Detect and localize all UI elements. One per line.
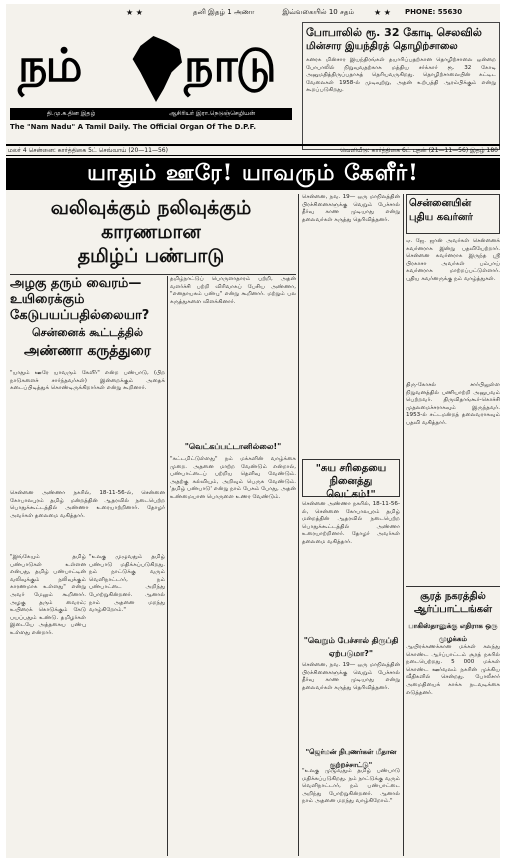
speech-heading: "வெறும் பேச்சால் திருப்தி ஏற்படுமா?" [303,636,399,658]
governor-box [406,194,500,234]
annu-heading-line2: அண்ணா கருத்துரை [23,343,152,359]
logo-left-text: நம் [18,38,81,92]
logo-right-text: நாடு [184,38,275,92]
annu-heading-line1: சென்னைக் கூட்டத்தில் [31,326,144,339]
german-body: "உலகு முழுவதும் தமிழ் பண்பாடு மதிக்கப்படுகிறது. நம் நாட்டுக்கு வரும் வெளிநாட்டார், நம் பண்பாட்டை அறிந்து போற்றுகின்றனர். ஆனால் நாம் அதனை மறந்து வாழ்கிறோம்." [302,768,400,805]
stars-left: ★ ★ [126,7,143,17]
col3-body-2: சென்னை அண்ணா நகரில், 18-11-56-ல், சென்னை கோபாலபுரம் தமிழ் மன்றத்தின் ஆதரவில் நடைபெற்ற பொதுக்கூட்டத்தில் அண்ணா உரையாற்றினார். தோழர் அவர்கள் தலைமை வகித்தார். [302,501,400,545]
mid-section [170,440,296,453]
german-heading: "ஜெர்மன் நிபுணர்கள் மீதான குற்றச்சாட்டு" [305,748,397,769]
news-box-title-2: மின்சார இயந்திரத் தொழிற்சாலை [306,41,458,52]
speech-heading-box [302,634,400,660]
governor-body-2: திரு-கோசல் சார்பிலுள்ள நிறுவனத்தில் பணியாற்றி அனுபவம் பெற்றவர். திருவிதாங்கூர்-கொச்சி முதலமைச்சராகவும் இருந்தவர். 1953-ல் சட்டமன்றத் தலைவராகவும் பதவி வகித்தார். [406,382,500,426]
speech-body: சென்னை, நவ. 19— ஒரு மாநிலத்தின் பிரச்சினைகளுக்கு வெறும் பேச்சால் தீர்வு காண முடியாது என்று தலைவர்கள் கருத்து தெரிவித்தனர். [302,662,400,691]
tagline-editor: ஆசிரியர் இரா.நெடுஞ்செழியன் [169,110,256,117]
mid-col-top: தமிழ்நாட்டுப் பொருளாதாரம் பற்றி, அதன் வளர்ச்சி பற்றி விரிவாகப் பேசிய அண்ணா, "எனதாயகம் பண்பு" என்று கூறினார். மற்றும் பல கருத்துகளை விளக்கினார். [170,276,296,305]
newspaper-page [6,4,500,858]
lead-body-1: "இங்கேயும் தமிழ் பண்பாடுகள் உள்ளன என்பது, தமிழ் பண்பாட்டின் வலிவுக்கும் நலிவுக்கும் காரணமாக உள்ளது" என்று அவர் மேலும் கூறினார். அழகு தரும் வைரம்; உயிரைக் கொடுக்கும் கேடு பயப்பதும் உண்டு. தமிழர்கள் இடையே அத்தகைய பண்பு உள்ளது என்றார். [10,554,86,636]
self-history-box [302,459,400,500]
logo [18,32,286,102]
dateline [6,144,500,156]
column-divider-3 [403,194,404,856]
annu-heading [10,326,165,368]
india-map-icon [130,36,182,102]
lead-body-2: சென்னை அண்ணா நகரில், 18-11-56-ல், சென்னை கோபாலபுரம் தமிழ் மன்றத்தின் ஆதரவில் நடைபெற்ற பொதுக்கூட்டத்தில் அண்ணா உரையாற்றினார். தோழர் அவர்கள் தலைமை வகித்தார். [10,490,165,519]
tagline: தி.மு.க.தின இதழ் [46,110,96,117]
lead-quote: "யாதும் ஊரே யாவரும் கேளீர்" என்ற பண்பாடு, (பிற நாடுகளைச் சார்ந்தவர்கள்) இன்றைக்கும் அதைக் கடைப்பிடித்துக் கொண்டிருக்கிறார்கள் என்று கூறினார். [10,370,165,392]
dateline-left: மலர் 4 சென்னை: கார்த்திகை 5ட் செவ்வாய் (20—11—56) [8,146,168,154]
top-bar [6,4,500,20]
lead-headline-line2: தமிழ்ப் பண்பாடு [77,245,225,267]
news-box-title: போபாலில் ரூ. 32 கோடி செலவில் [306,26,482,39]
surat-heading: சூரத் நகரத்தில் ஆர்ப்பாட்டங்கள் [413,591,493,615]
lead-subheadline: அழகு தரும் வைரம்—உயிரைக்கும் கேடுபயப்பதில்லையா? [10,276,150,323]
lead-headline-line1: வலிவுக்கும் நலிவுக்கும் காரணமான [50,197,252,243]
phone-text: PHONE: 55630 [404,8,463,16]
column-divider-2 [298,194,299,856]
edition-text: இவ்வகையில் 10 சதம் [282,7,355,16]
mid-section-heading: "வெட்கப்பட்டானில்லை!" [184,442,282,451]
dateline-right: வெளியீடு: கார்த்திகை 6ட் புதன் (21—11—56) இதழ் 180 [340,146,498,154]
tagline-bar [10,108,292,120]
banner-headline: யாதும் ஊரே! யாவரும் கேளீர்! [6,158,500,190]
surat-heading-box [406,590,500,646]
mid-col-body: "கட்டமிட்டுள்ளது" நம் மக்களின் வாழ்க்கை முறை. அதனை மாற்ற வேண்டும் என்றால், பண்பாட்டைப் பற்றிய தெளிவு வேண்டும். அதற்கு கல்வியும், அறிவும் பெருக வேண்டும். 'தமிழ் பண்பாடு' என்று நாம் பேசும் போது, அதன் உண்மையான பொருளை உணர வேண்டும். [170,456,296,500]
lead-body-3: "உலகு முழுவதும் தமிழ் பண்பாடு மதிக்கப்படுகிறது. நம் நாட்டுக்கு வரும் வெளிநாட்டார், நம் பண்பாட்டை அறிந்து போற்றுகின்றனர். ஆனால் நாம் அதனை மறந்து வாழ்கிறோம்." [89,554,165,614]
news-box-body: கனரக மின்சார இயந்திரங்கள் தயாரிப்பதற்கான தொழிற்சாலை ஒன்றை போபாலில் நிறுவுவதற்காக மத்திய சர்க்கார் ரூ. 32 கோடி அனுமதித்திருப்பதாகத் தெரியவருகிறது. தொழிற்சாலையின் கட்டிட வேலைகள் 1958-ல் முடிவுற்று, அதன் உற்பத்தி ஆரம்பிக்கும் என்று கூறப்படுகிறது. [306,57,496,94]
governor-heading: சென்னையின் புதிய கவர்னர் [409,198,473,223]
divider [10,274,296,275]
divider-right [406,586,500,587]
column-divider [167,276,168,856]
self-history-heading: "சுய சரிதையை நினைத்து வெட்கம்!" [315,463,387,500]
lead-headline [6,196,296,274]
price-text: தனி இதழ் 1 அணா [192,7,255,16]
news-box-bhopal [302,22,500,150]
governor-body: ஏ. ஜே. ஜான் அவர்கள் சென்னைக் கவர்னராக இன்று பதவியேற்றார். சென்னை கவர்னராக இருந்த ஸ்ரீ பிரகாசா அவர்கள் பம்பாய் கவர்னராக மாற்றப்பட்டுள்ளார். புதிய கவர்னருக்கு நம் வாழ்த்துகள். [406,238,500,282]
surat-body: ஆயிரக்கணக்கான மக்கள் கலந்து கொண்ட ஆர்ப்பாட்டம் சூரத் நகரில் நடைபெற்றது. 5 000 மக்கள் கொண்ட ஊர்வலம் நகரின் முக்கிய வீதிகளில் சென்றது. போலீசார் அமைதியைக் காக்க நடவடிக்கை எடுத்தனர். [406,644,500,696]
masthead [6,20,296,142]
col3-body: சென்னை, நவ. 19— ஒரு மாநிலத்தின் பிரச்சினைகளுக்கு வெறும் பேச்சால் தீர்வு காண முடியாது என்று தலைவர்கள் கருத்து தெரிவித்தனர். [302,194,400,223]
masthead-subtitle: The "Nam Nadu" A Tamil Daily. The Official Organ Of The D.P.F. [10,123,257,131]
stars-right: ★ ★ [374,7,391,17]
surat-subheading: பாகிஸ்தானுக்கு எதிராக ஒரு முழக்கம் [408,622,498,643]
